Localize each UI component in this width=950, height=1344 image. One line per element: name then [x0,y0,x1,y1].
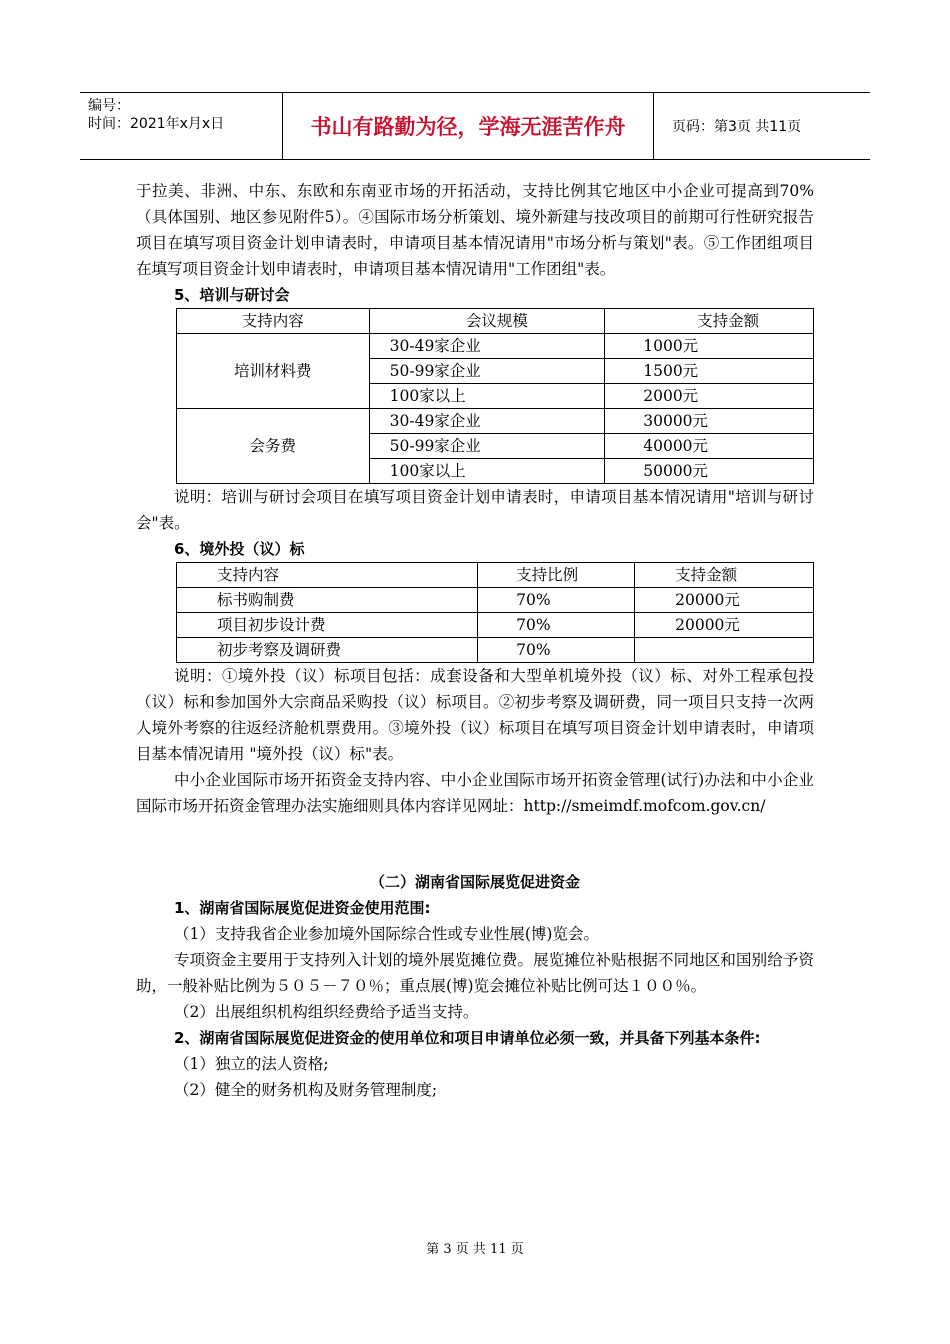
table-cell: 2000元 [605,384,814,409]
group-name-cell: 培训材料费 [177,334,370,409]
table-row [177,613,814,638]
table-header-row [177,309,814,334]
table-header-cell: 支持金额 [605,309,814,334]
part2-paragraph-4: （1）独立的法人资格; [174,1055,329,1073]
table-cell: 70% [478,638,635,663]
header-meta [80,93,280,159]
table-header-cell: 支持内容 [177,309,370,334]
table-cell [635,638,814,663]
table-cell: 50-99家企业 [369,359,605,384]
table-cell: 20000元 [635,588,814,613]
group-name-cell: 会务费 [177,409,370,484]
table-cell: 1500元 [605,359,814,384]
table-cell: 70% [478,613,635,638]
time-label: 时间：2021年x月x日 [88,116,225,132]
part2-heading-2: 2、湖南省国际展览促进资金的使用单位和项目申请单位必须一致，并具备下列基本条件: [174,1029,761,1047]
part2-paragraph-1: （1）支持我省企业参加境外国际综合性或专业性展(博)览会。 [174,925,599,943]
table-cell: 1000元 [605,334,814,359]
header-motto: 书山有路勤为径，学海无涯苦作舟 [282,93,654,159]
table-header-cell: 支持比例 [478,563,635,588]
table-row [177,638,814,663]
table-row [177,334,814,359]
section6-reference: 中小企业国际市场开拓资金支持内容、中小企业国际市场开拓资金管理(试行)办法和中小企业国际市场开拓资金管理办法实施细则具体内容详见网址：http://smeimdf.mofcom.gov.cn/ [136,771,814,815]
table-header-cell: 支持内容 [177,563,478,588]
table-cell: 100家以上 [369,459,605,484]
table-cell: 50-99家企业 [369,434,605,459]
table-cell: 标书购制费 [177,588,478,613]
table-cell: 项目初步设计费 [177,613,478,638]
part2-paragraph-3: （2）出展组织机构组织经费给予适当支持。 [174,1003,479,1021]
number-label: 编号： [88,98,130,114]
page-header [80,92,870,160]
table-cell: 50000元 [605,459,814,484]
table-cell: 40000元 [605,434,814,459]
table-cell: 20000元 [635,613,814,638]
table-cell: 30000元 [605,409,814,434]
table-header-cell: 会议规模 [369,309,605,334]
table-cell: 70% [478,588,635,613]
table-cell: 30-49家企业 [369,409,605,434]
table-header-row [177,563,814,588]
table-cell: 初步考察及调研费 [177,638,478,663]
intro-paragraph: 于拉美、非洲、中东、东欧和东南亚市场的开拓活动，支持比例其它地区中小企业可提高到70%（具体国别、地区参见附件5）。④国际市场分析策划、境外新建与技改项目的前期可行性研究报告项目在填写项目资金计划申请表时，申请项目基本情况请用"市场分析与策划"表。⑤工作团组项目在填写项目资金计划申请表时，申请项目基本情况请用"工作团组"表。 [136,182,814,278]
section5-heading: 5、培训与研讨会 [174,286,290,304]
table-row [177,409,814,434]
bidding-table [176,562,814,663]
section6-note: 说明：①境外投（议）标项目包括：成套设备和大型单机境外投（议）标、对外工程承包投（议）标和参加国外大宗商品采购投（议）标项目。②初步考察及调研费，同一项目只支持一次两人境外考察的往返经济舱机票费用。③境外投（议）标项目在填写项目资金计划申请表时，申请项目基本情况请用 "境外投（议）标"表。 [136,667,814,763]
table-row [177,588,814,613]
section6-heading: 6、境外投（议）标 [174,540,305,558]
part2-paragraph-5: （2）健全的财务机构及财务管理制度; [174,1081,438,1099]
part2-heading-1: 1、湖南省国际展览促进资金使用范围: [174,899,431,917]
part2-paragraph-2: 专项资金主要用于支持列入计划的境外展览摊位费。展览摊位补贴根据不同地区和国别给予资助，一般补贴比例为５０５－７０％；重点展(博)览会摊位补贴比例可达１００％。 [136,951,814,995]
part2-title: （二）湖南省国际展览促进资金 [369,873,580,891]
page-label-text: 页码：第3页 共11页 [672,119,802,135]
table-cell: 100家以上 [369,384,605,409]
header-page-label [664,93,870,159]
document-body [136,178,814,1103]
page-footer: 第 3 页 共 11 页 [426,1242,524,1257]
table-header-cell: 支持金额 [635,563,814,588]
training-table [176,308,814,484]
table-cell: 30-49家企业 [369,334,605,359]
section5-note: 说明：培训与研讨会项目在填写项目资金计划申请表时，申请项目基本情况请用"培训与研讨会"表。 [136,488,814,532]
